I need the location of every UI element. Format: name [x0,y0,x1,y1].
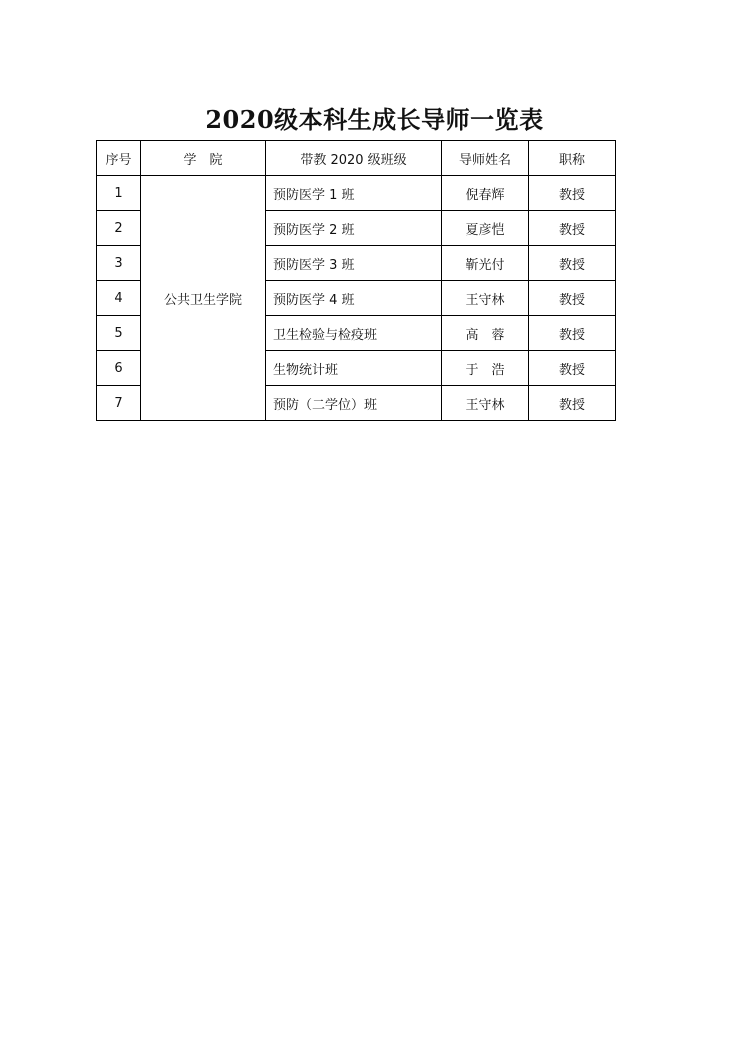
header-tutor: 导师姓名 [442,141,529,176]
row-title: 教授 [529,351,616,386]
row-num: 1 [97,176,141,211]
row-title: 教授 [529,246,616,281]
row-tutor: 倪春辉 [442,176,529,211]
row-title: 教授 [529,281,616,316]
row-class: 卫生检验与检疫班 [266,316,442,351]
row-title: 教授 [529,386,616,421]
row-num: 4 [97,281,141,316]
header-college: 学 院 [141,141,266,176]
row-num: 5 [97,316,141,351]
row-class: 预防（二学位）班 [266,386,442,421]
row-num: 7 [97,386,141,421]
row-title: 教授 [529,176,616,211]
row-tutor: 高 蓉 [442,316,529,351]
tutor-table [96,140,616,421]
row-num: 2 [97,211,141,246]
page-title: 2020级本科生成长导师一览表 [205,105,544,134]
row-tutor: 于 浩 [442,351,529,386]
row-tutor: 靳光付 [442,246,529,281]
row-tutor: 夏彦恺 [442,211,529,246]
row-num: 6 [97,351,141,386]
college-cell: 公共卫生学院 [141,176,266,421]
row-num: 3 [97,246,141,281]
row-class: 预防医学 4 班 [266,281,442,316]
header-class: 带教 2020 级班级 [266,141,442,176]
header-title: 职称 [529,141,616,176]
header-num: 序号 [97,141,141,176]
row-tutor: 王守林 [442,281,529,316]
row-title: 教授 [529,211,616,246]
row-class: 预防医学 2 班 [266,211,442,246]
row-class: 生物统计班 [266,351,442,386]
row-class: 预防医学 1 班 [266,176,442,211]
row-class: 预防医学 3 班 [266,246,442,281]
table-header-row [97,141,616,176]
row-tutor: 王守林 [442,386,529,421]
row-title: 教授 [529,316,616,351]
table-row [97,176,616,211]
